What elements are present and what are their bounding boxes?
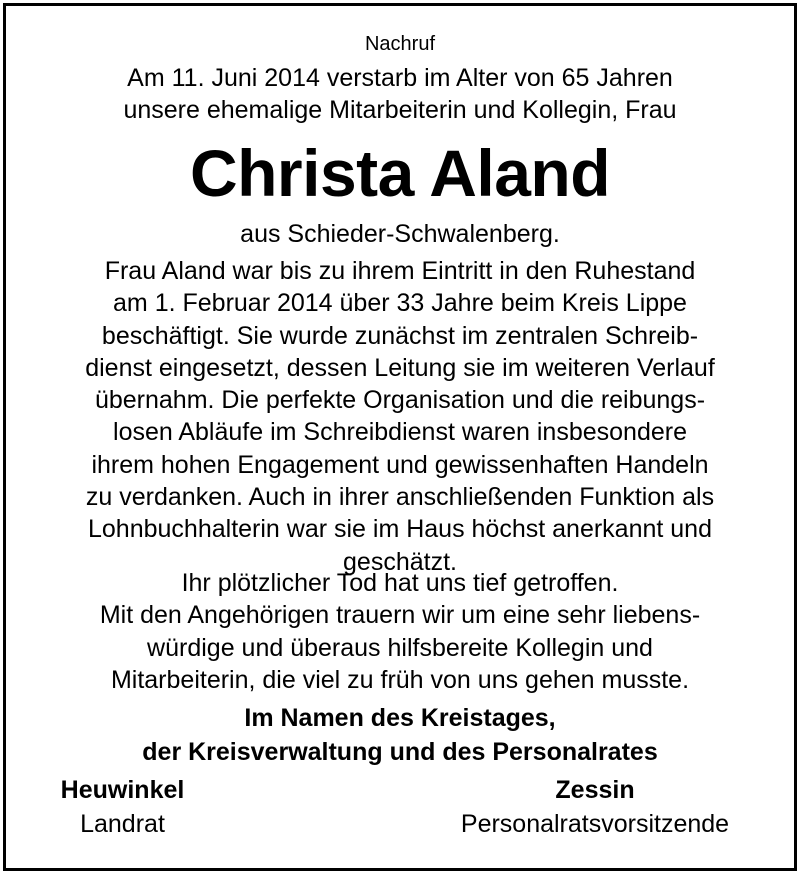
signature-right [420, 773, 770, 841]
condolence-line: Mitarbeiterin, die viel zu früh von uns gehen musste. [110, 665, 690, 694]
intro-line: unsere ehemalige Mitarbeiterin und Kollegin, Frau [123, 96, 677, 124]
biography-paragraph [0, 255, 800, 578]
signatory-role: Personalratsvorsitzende [460, 810, 730, 838]
deceased-name: Christa Aland [189, 136, 611, 210]
bio-line: zu verdanken. Auch in ihrer anschließenden Funktion als [85, 483, 715, 512]
intro-text [0, 62, 800, 126]
signature-left [40, 773, 205, 841]
signatory-role: Landrat [80, 810, 165, 838]
bio-line: Frau Aland war bis zu ihrem Eintritt in den Ruhestand [104, 257, 696, 285]
behalf-line: der Kreisverwaltung und des Personalrates [142, 738, 658, 766]
condolence-line: Ihr plötzlicher Tod hat uns tief getroffen. [181, 569, 619, 597]
condolence-line: Mit den Angehörigen trauern wir um eine sehr liebens- [99, 601, 701, 630]
signatory-name: Heuwinkel [60, 776, 185, 804]
bio-line: dienst eingesetzt, dessen Leitung sie im weiteren Verlauf [85, 353, 715, 382]
condolence-line: würdige und überaus hilfsbereite Kollegin und [147, 633, 653, 662]
condolence-paragraph [0, 567, 800, 696]
behalf-line: Im Namen des Kreistages, [244, 704, 556, 732]
signatory-name: Zessin [555, 776, 635, 804]
bio-line: Lohnbuchhalterin war sie im Haus höchst anerkannt und [88, 515, 712, 544]
on-behalf-of [0, 701, 800, 769]
bio-line: geschätzt. [343, 547, 457, 576]
intro-line: Am 11. Juni 2014 verstarb im Alter von 65 Jahren [127, 64, 673, 92]
bio-line: beschäftigt. Sie wurde zunächst im zentralen Schreib- [101, 321, 699, 350]
bio-line: ihrem hohen Engagement und gewissenhaften Handeln [91, 450, 709, 479]
bio-line: am 1. Februar 2014 über 33 Jahre beim Kreis Lippe [113, 289, 687, 318]
origin-text: aus Schieder-Schwalenberg. [240, 220, 560, 248]
bio-line: übernahm. Die perfekte Organisation und die reibungs- [94, 386, 706, 415]
bio-line: losen Abläufe im Schreibdienst waren insbesondere [113, 418, 687, 447]
notice-heading: Nachruf [364, 33, 436, 55]
